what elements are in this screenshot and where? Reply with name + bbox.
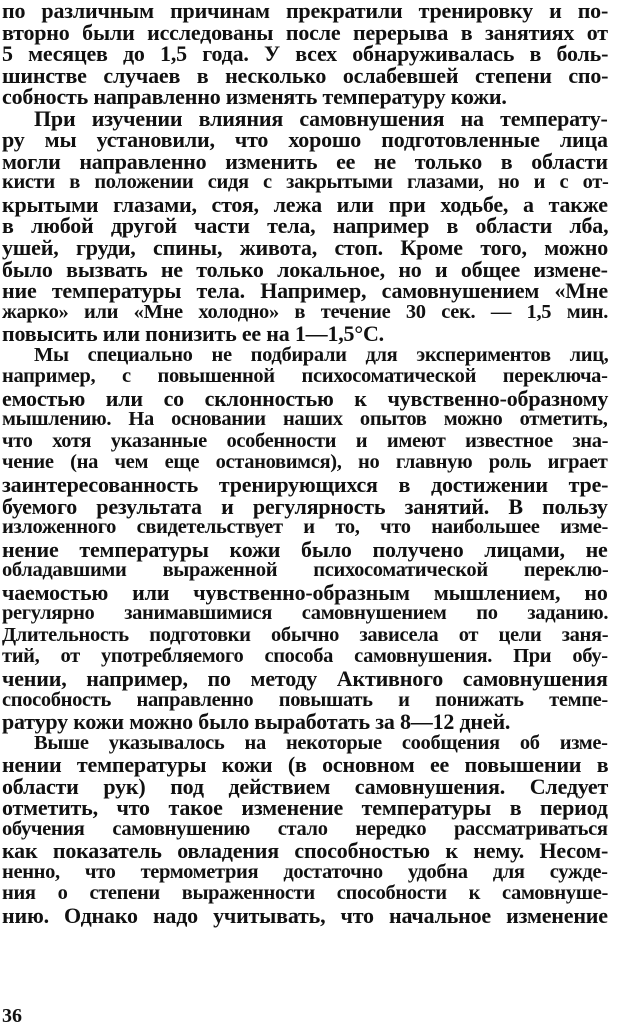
text-line: области рук) под действием самовнушения. Следует (2, 773, 609, 799)
text-line: При изучении влияния самовнушения на температу- (34, 105, 608, 131)
text-line: нении температуры кожи (в основном ее повышении в (2, 752, 609, 778)
text-line: нию. Однако надо учитывать, что начальное изменение (2, 902, 608, 928)
text-line: обучения самовнушению стало нередко рассматриваться (2, 817, 608, 840)
text-line: обладавшими выраженной психосоматической переклю- (2, 559, 609, 582)
text-line: Выше указывалось на некоторые сообщения об изме- (34, 731, 608, 754)
text-line: например, с повышенной психосоматической переключа- (2, 365, 608, 388)
text-line: способность направленно повышать и понижать темпе- (2, 688, 608, 711)
text-line: кисти в положении сидя с закрытыми глазами, но и с от- (2, 171, 609, 194)
text-line: собность направленно изменять температуру кожи. (2, 84, 507, 110)
text-line: нение температуры кожи было получено лицами, не (2, 536, 608, 562)
text-line: было вызвать не только локальное, но и общее измене- (2, 256, 608, 282)
book-page (2, 0, 608, 927)
paragraph-3 (2, 345, 608, 733)
text-line: повысить или понизить ее на 1—1,5°С. (2, 321, 384, 347)
text-line: по различным причинам прекратили тренировку и по- (2, 0, 609, 23)
text-line: в любой другой части тела, например в области лба, (2, 213, 609, 239)
text-line: шинстве случаев в несколько ослабевшей степени спо- (2, 62, 609, 88)
text-line: ушей, груди, спины, живота, стоп. Кроме того, можно (2, 235, 608, 261)
page-number: 36 (2, 1005, 22, 1027)
text-line: буемого результата и регулярность занятий. В пользу (2, 493, 608, 519)
text-line: ние температуры тела. Например, самовнушением «Мне (2, 278, 608, 304)
paragraph-4 (2, 733, 608, 927)
text-line: жарко» или «Мне холодно» в течение 30 сек. — 1,5 мин. (2, 300, 609, 323)
text-line: как показатель овладения способностью к нему. Несом- (2, 838, 609, 864)
text-line: чении, например, по методу Активного самовнушения (2, 665, 608, 691)
text-line: Длительность подготовки обычно зависела от цели заня- (2, 623, 609, 646)
text-line: ния о степени выраженности способности к самовнуше- (2, 882, 608, 905)
text-line: заинтересованность тренирующихся в достижении тре- (2, 472, 609, 498)
text-line: мышлению. На основании наших опытов можно отметить, (2, 408, 608, 431)
text-line: отметить, что такое изменение температуры в период (2, 795, 608, 821)
text-line: регулярно занимавшимися самовнушением по заданию. (2, 602, 609, 625)
paragraph-2 (2, 105, 609, 347)
text-line: вторно были исследованы после перерыва в занятиях от (2, 19, 608, 45)
text-line: могли направленно изменить ее не только в области (2, 148, 608, 174)
text-line: изложенного свидетельствует и то, что наибольшее изме- (2, 516, 608, 539)
text-line: чаемостью или чувственно-образным мышлением, но (2, 579, 608, 605)
text-line: чение (на чем еще остановимся), но главную роль играет (2, 451, 608, 474)
text-line: крытыми глазами, стоя, лежа или при ходьбе, а также (2, 191, 608, 217)
text-line: емостью или со склонностью к чувственно-образному (2, 385, 609, 411)
text-line: ру мы установили, что хорошо подготовленные лица (2, 127, 608, 153)
text-line: ненно, что термометрия достаточно удобна для сужде- (2, 860, 608, 883)
text-line: ратуру кожи можно было выработать за 8—12 дней. (2, 709, 511, 735)
text-line: Мы специально не подбирали для экспериментов лиц, (34, 343, 609, 366)
paragraph-1 (2, 0, 608, 108)
text-line: тий, от употребляемого способа самовнушения. При обу- (2, 645, 608, 668)
text-line: что хотя указанные особенности и имеют известное зна- (2, 429, 609, 452)
text-line: 5 месяцев до 1,5 года. У всех обнаруживалась в боль- (2, 41, 609, 67)
